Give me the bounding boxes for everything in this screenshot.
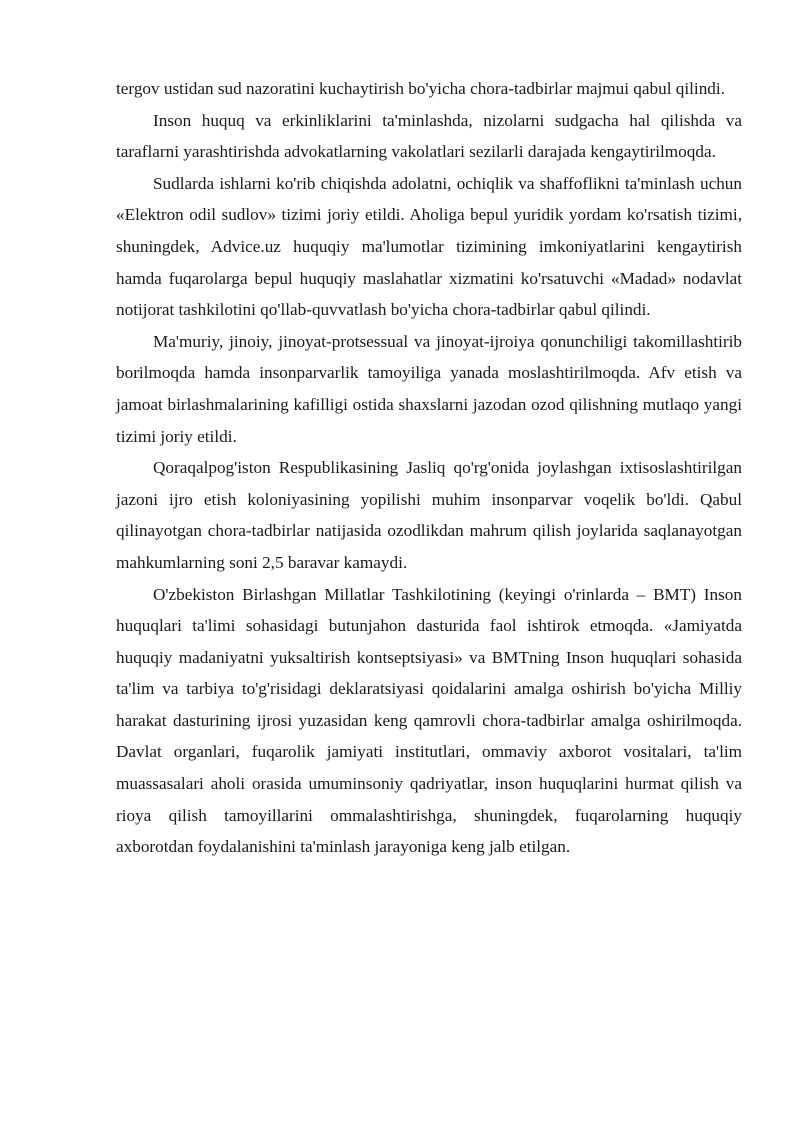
- document-body: [116, 73, 742, 863]
- paragraph-continuation: tergov ustidan sud nazoratini kuchaytirish bo'yicha chora-tadbirlar majmui qabul qilindi.: [116, 79, 725, 98]
- paragraph-advocates: Inson huquq va erkinliklarini ta'minlashda, nizolarni sudgacha hal qilishda va taraflarni yarashtirishda advokatlarning vakolatlari sezilarli darajada kengaytirilmoqda.: [116, 110, 742, 162]
- paragraph-legislation: Ma'muriy, jinoiy, jinoyat-protsessual va jinoyat-ijroiya qonunchiligi takomillashtirib borilmoqda hamda insonparvarlik tamoyiliga yanada moslashtirilmoqda. Afv etish va jamoat birlashmalarining kafilligi ostida shaxslarni jazodan ozod qilishning mutlaqo yangi tizimi joriy etildi.: [116, 331, 742, 446]
- paragraph-electronic-justice: Sudlarda ishlarni ko'rib chiqishda adolatni, ochiqlik va shaffoflikni ta'minlash uchun «Elektron odil sudlov» tizimi joriy etildi. Aholiga bepul yuridik yordam ko'rsatish tizimi, shuningdek, Advice.uz huquqiy ma'lumotlar tizimining imkoniyatlarini kengaytirish hamda fuqarolarga bepul huquqiy maslahatlar xizmatini ko'rsatuvchi «Madad» nodavlat notijorat tashkilotini qo'llab-quvvatlash bo'yicha chora-tadbirlar qabul qilindi.: [116, 173, 742, 320]
- paragraph-jasliq-colony: Qoraqalpog'iston Respublikasining Jasliq qo'rg'onida joylashgan ixtisoslashtirilgan jazoni ijro etish koloniyasining yopilishi muhim insonparvar voqelik bo'ldi. Qabul qilinayotgan chora-tadbirlar natijasida ozodlikdan mahrum qilish joylarida saqlanayotgan mahkumlarning soni 2,5 baravar kamaydi.: [116, 458, 742, 572]
- paragraph-un-education: O'zbekiston Birlashgan Millatlar Tashkilotining (keyingi o'rinlarda – BMT) Inson huquqlari ta'limi sohasidagi butunjahon dasturida faol ishtirok etmoqda. «Jamiyatda huquqiy madaniyatni yuksaltirish kontseptsiyasi» va BMTning Inson huquqlari sohasida ta'lim va tarbiya to'g'risidagi deklaratsiyasi qoidalarini amalga oshirish bo'yicha Milliy harakat dasturining ijrosi yuzasidan keng qamrovli chora-tadbirlar amalga oshirilmoqda. Davlat organlari, fuqarolik jamiyati institutlari, ommaviy axborot vositalari, ta'lim muassasalari aholi orasida umuminsoniy qadriyatlar, inson huquqlarini hurmat qilish va rioya qilish tamoyillarini ommalashtirishga, shuningdek, fuqarolarning huquqiy axborotdan foydalanishini ta'minlash jarayoniga keng jalb etilgan.: [116, 584, 742, 857]
